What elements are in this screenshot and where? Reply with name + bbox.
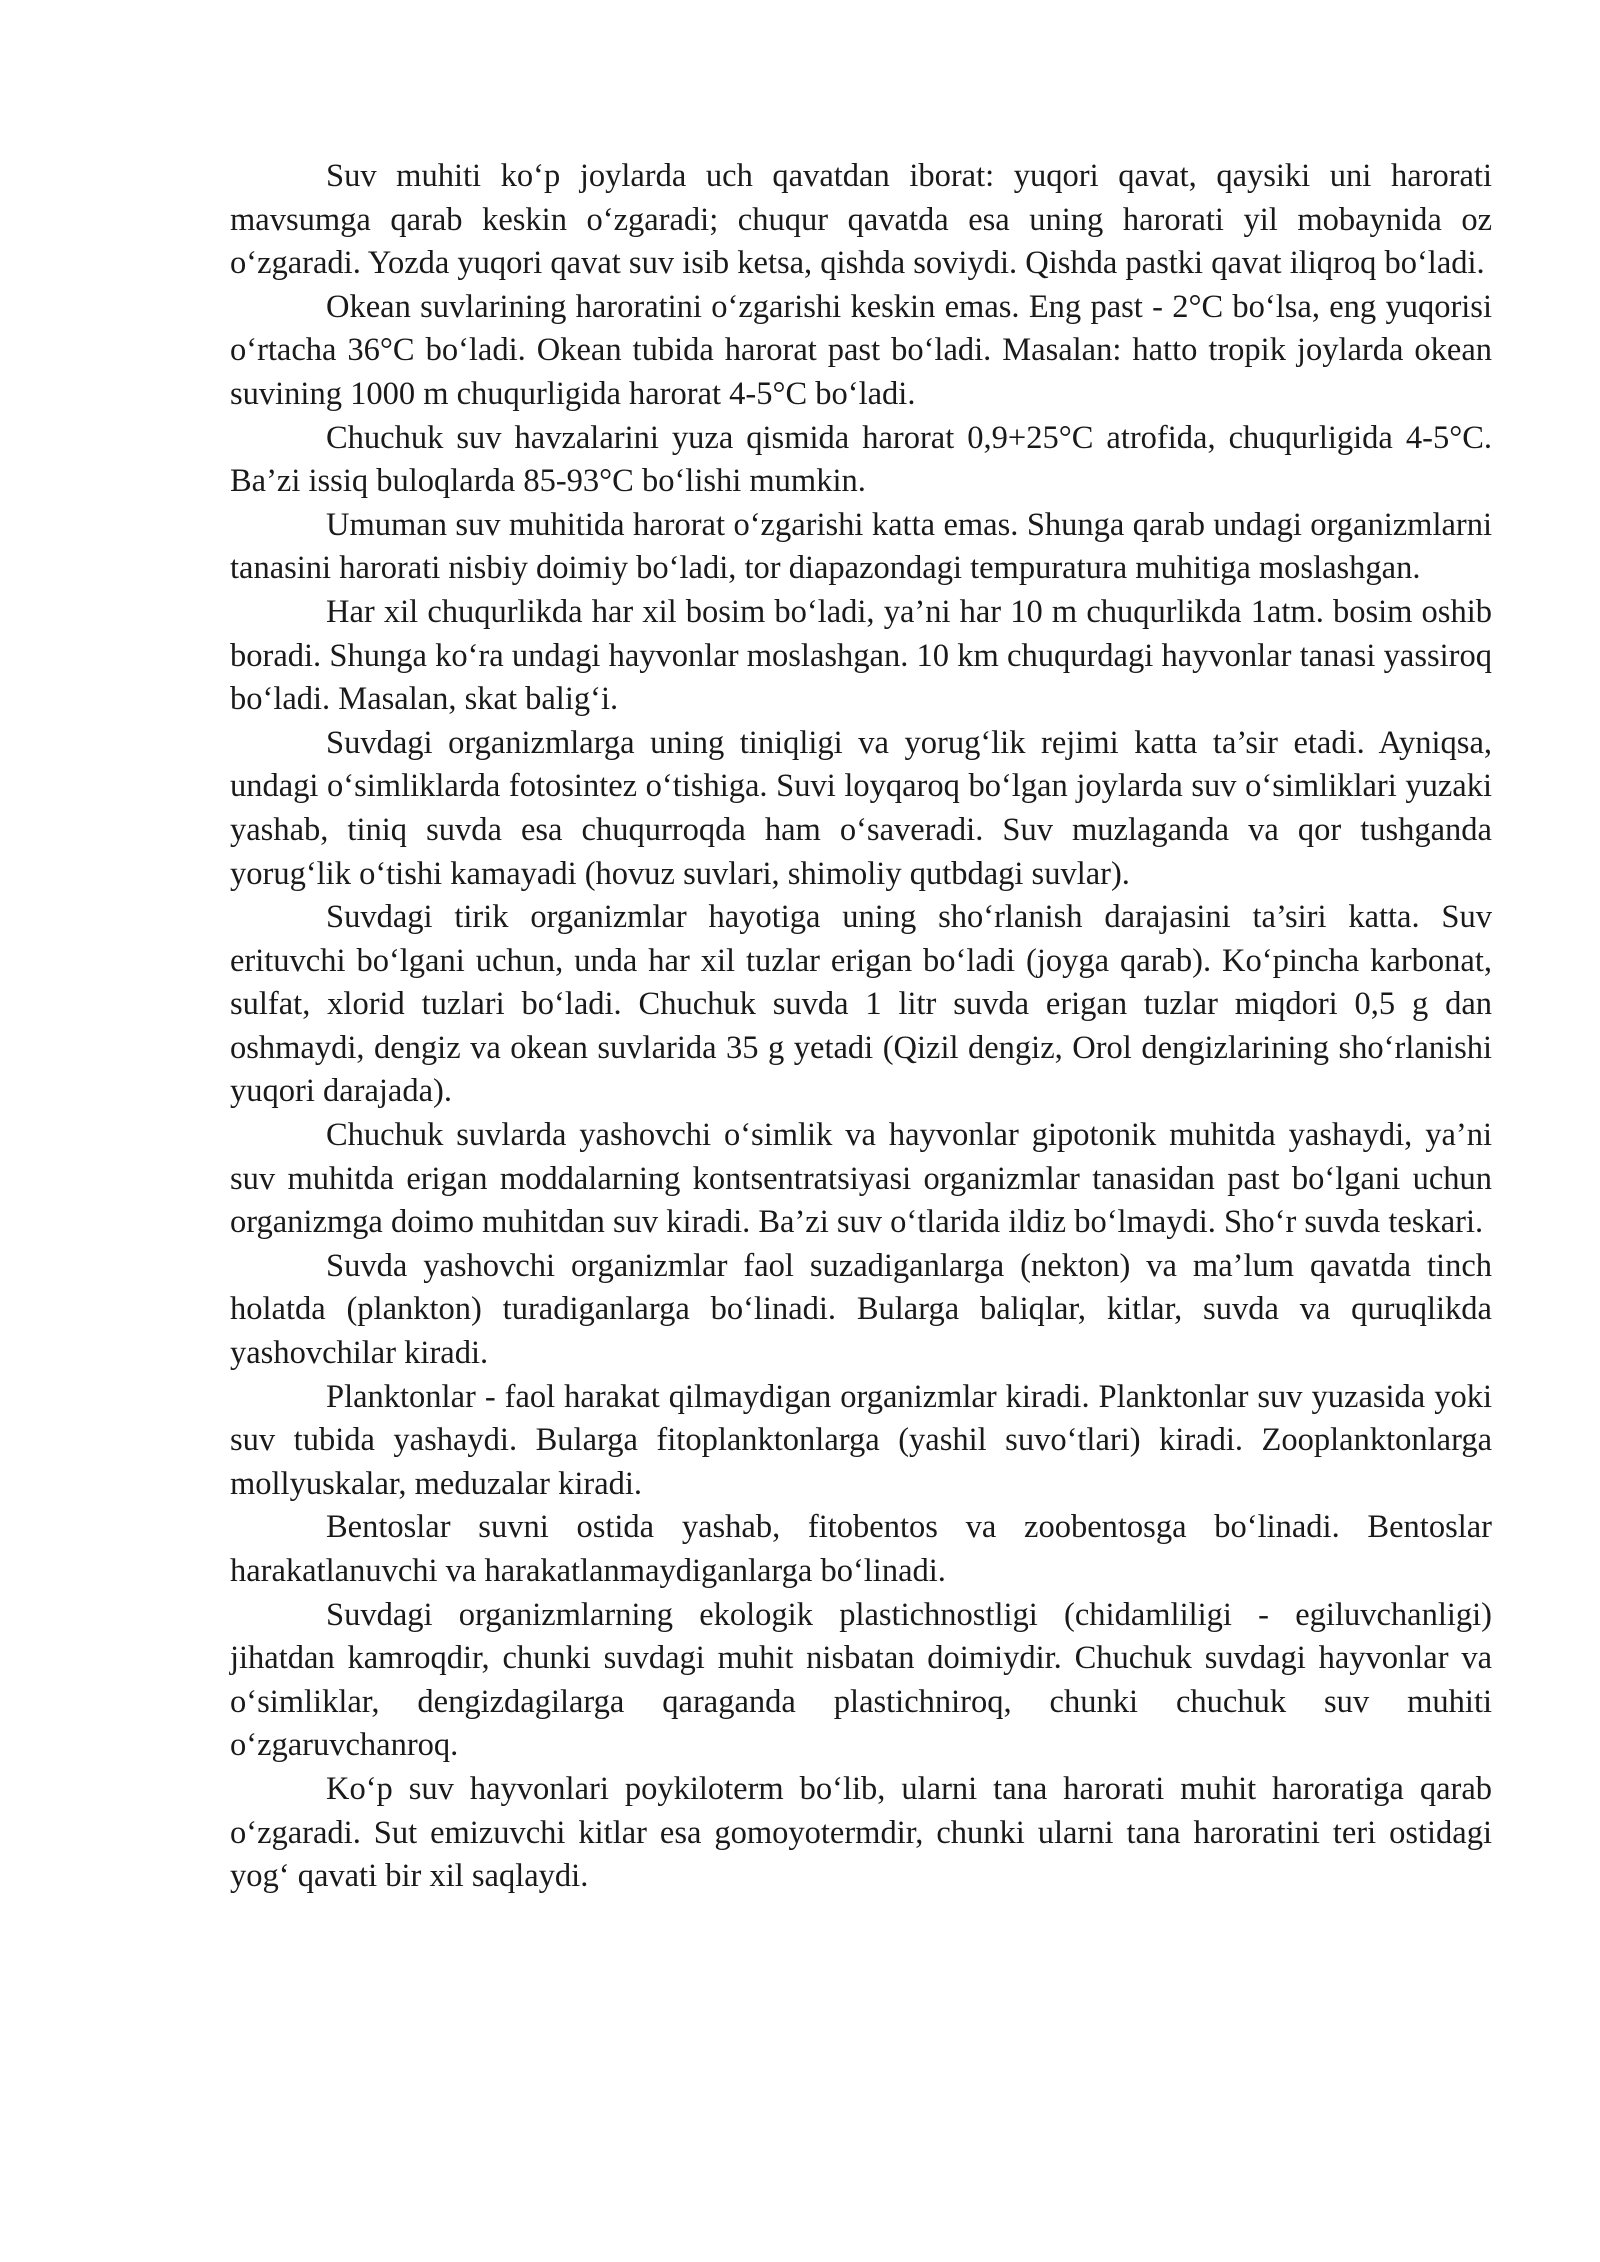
- paragraph-water-layers: Suv muhiti ko‘p joylarda uch qavatdan iborat: yuqori qavat, qaysiki uni harorati mavsumga qarab keskin o‘zgaradi; chuqur qavatda esa uning harorati yil mobaynida oz o‘zgaradi. Yozda yuqori qavat suv isib ketsa, qishda soviydi. Qishda pastki qavat iliqroq bo‘ladi.: [230, 158, 1492, 282]
- paragraph-plasticity: Suvdagi organizmlarning ekologik plastichnostligi (chidamliligi - egiluvchanligi) jihatdan kamroqdir, chunki suvdagi muhit nisbatan doimiydir. Chuchuk suvdagi hayvonlar va o‘simliklar, dengizdagilarga qaraganda plastichniroq, chunki chuchuk suv muhiti o‘zgaruvchanroq.: [230, 1596, 1492, 1764]
- paragraph-ocean-temperature: Okean suvlarining haroratini o‘zgarishi keskin emas. Eng past - 2°C bo‘lsa, eng yuqorisi o‘rtacha 36°C bo‘ladi. Okean tubida harorat past bo‘ladi. Masalan: hatto tropik joylarda okean suvining 1000 m chuqurligida harorat 4-5°C bo‘ladi.: [230, 288, 1492, 412]
- paragraph-pressure: Har xil chuqurlikda har xil bosim bo‘ladi, ya’ni har 10 m chuqurlikda 1atm. bosim oshib boradi. Shunga ko‘ra undagi hayvonlar moslashgan. 10 km chuqurdagi hayvonlar tanasi yassiroq bo‘ladi. Masalan, skat balig‘i.: [230, 593, 1492, 718]
- paragraph-benthos: Bentoslar suvni ostida yashab, fitobentos va zoobentosga bo‘linadi. Bentoslar harakatlanuvchi va harakatlanmaydiganlarga bo‘linadi.: [230, 1509, 1492, 1589]
- paragraph-freshwater-temperature: Chuchuk suv havzalarini yuza qismida harorat 0,9+25°C atrofida, chuqurligida 4-5°C. Ba’zi issiq buloqlarda 85-93°C bo‘lishi mumkin.: [230, 419, 1492, 500]
- body-text: [230, 155, 1492, 1899]
- paragraph-light-transparency: Suvdagi organizmlarga uning tiniqligi va yorug‘lik rejimi katta ta’sir etadi. Ayniqsa, undagi o‘simliklarda fotosintez o‘tishiga. Suvi loyqaroq bo‘lgan joylarda suv o‘simliklari yuzaki yashab, tiniq suvda esa chuqurroqda ham o‘saveradi. Suv muzlaganda va qor tushganda yorug‘lik o‘tishi kamayadi (hovuz suvlari, shimoliy qutbdagi suvlar).: [230, 724, 1492, 892]
- paragraph-temperature-adaptation: Umuman suv muhitida harorat o‘zgarishi katta emas. Shunga qarab undagi organizmlarni tanasini harorati nisbiy doimiy bo‘ladi, tor diapazondagi tempuratura muhitiga moslashgan.: [230, 506, 1492, 587]
- paragraph-planktons: Planktonlar - faol harakat qilmaydigan organizmlar kiradi. Planktonlar suv yuzasida yoki suv tubida yashaydi. Bularga fitoplanktonlarga (yashil suvo‘tlari) kiradi. Zooplanktonlarga mollyuskalar, meduzalar kiradi.: [230, 1378, 1492, 1502]
- paragraph-hypotonic: Chuchuk suvlarda yashovchi o‘simlik va hayvonlar gipotonik muhitda yashaydi, ya’ni suv muhitda erigan moddalarning kontsentratsiyasi organizmlar tanasidan past bo‘lgani uchun organizmga doimo muhitdan suv kiradi. Ba’zi suv o‘tlarida ildiz bo‘lmaydi. Sho‘r suvda teskari.: [230, 1117, 1492, 1241]
- paragraph-nekton-plankton: Suvda yashovchi organizmlar faol suzadiganlarga (nekton) va ma’lum qavatda tinch holatda (plankton) turadiganlarga bo‘linadi. Bularga baliqlar, kitlar, suvda va quruqlikda yashovchilar kiradi.: [230, 1247, 1492, 1372]
- paragraph-poikilotherm: Ko‘p suv hayvonlari poykiloterm bo‘lib, ularni tana harorati muhit haroratiga qarab o‘zgaradi. Sut emizuvchi kitlar esa gomoyotermdir, chunki ularni tana haroratini teri ostidagi yog‘ qavati bir xil saqlaydi.: [230, 1770, 1492, 1895]
- paragraph-salinity: Suvdagi tirik organizmlar hayotiga uning sho‘rlanish darajasini ta’siri katta. Suv erituvchi bo‘lgani uchun, unda har xil tuzlar erigan bo‘ladi (joyga qarab). Ko‘pincha karbonat, sulfat, xlorid tuzlari bo‘ladi. Chuchuk suvda 1 litr suvda erigan tuzlar miqdori 0,5 g dan oshmaydi, dengiz va okean suvlarida 35 g yetadi (Qizil dengiz, Orol dengizlarining sho‘rlanishi yuqori darajada).: [230, 899, 1492, 1110]
